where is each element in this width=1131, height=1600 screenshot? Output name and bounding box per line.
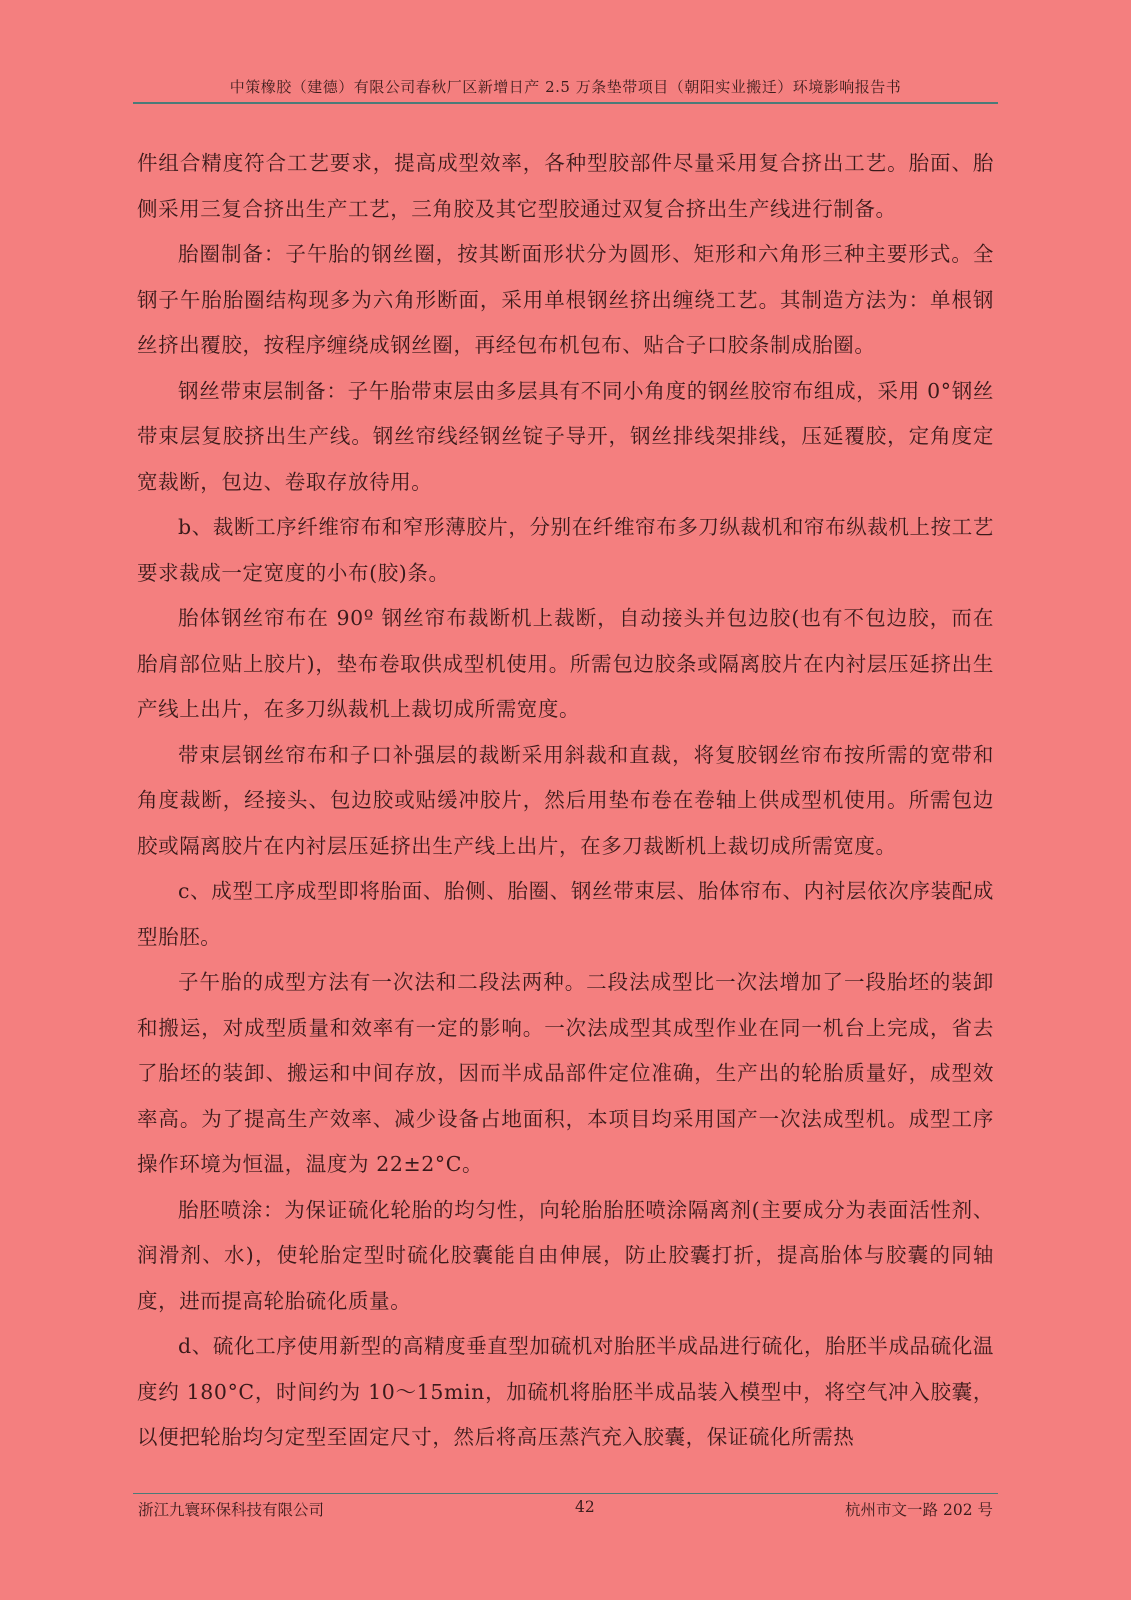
paragraph-8: 子午胎的成型方法有一次法和二段法两种。二段法成型比一次法增加了一段胎坯的装卸和搬运，对成型质量和效率有一定的影响。一次法成型其成型作业在同一机台上完成，省去了胎坯的装卸、搬运和中间存放，因而半成品部件定位准确，生产出的轮胎质量好，成型效率高。为了提高生产效率、减少设备占地面积，本项目均采用国产一次法成型机。成型工序操作环境为恒温，温度为 22±2°C。 (137, 970, 994, 1176)
header-divider (133, 102, 998, 104)
footer-divider (133, 1493, 998, 1494)
paragraph-5: 胎体钢丝帘布在 90º 钢丝帘布裁断机上裁断，自动接头并包边胶(也有不包边胶，而在胎肩部位贴上胶片)，垫布卷取供成型机使用。所需包边胶条或隔离胶片在内衬层压延挤出生产线上出片，在多刀纵裁机上裁切成所需宽度。 (137, 606, 994, 721)
paragraph-9: 胎胚喷涂：为保证硫化轮胎的均匀性，向轮胎胎胚喷涂隔离剂(主要成分为表面活性剂、润滑剂、水)，使轮胎定型时硫化胶囊能自由伸展，防止胶囊打折，提高胎体与胶囊的同轴度，进而提高轮胎硫化质量。 (137, 1197, 994, 1313)
paragraph-7: c、成型工序成型即将胎面、胎侧、胎圈、钢丝带束层、胎体帘布、内衬层依次序装配成型胎胚。 (137, 879, 994, 949)
paragraph-10: d、硫化工序使用新型的高精度垂直型加硫机对胎胚半成品进行硫化，胎胚半成品硫化温度约 180°C，时间约为 10～15min，加硫机将胎胚半成品装入模型中，将空气冲入胶囊，以便把轮胎均匀定型至固定尺寸，然后将高压蒸汽充入胶囊，保证硫化所需热 (137, 1334, 994, 1449)
paragraph-2: 胎圈制备：子午胎的钢丝圈，按其断面形状分为圆形、矩形和六角形三种主要形式。全钢子午胎胎圈结构现多为六角形断面，采用单根钢丝挤出缠绕工艺。其制造方法为：单根钢丝挤出覆胶，按程序缠绕成钢丝圈，再经包布机包布、贴合子口胶条制成胎圈。 (137, 242, 994, 357)
paragraph-4: b、裁断工序纤维帘布和窄形薄胶片，分别在纤维帘布多刀纵裁机和帘布纵裁机上按工艺要求裁成一定宽度的小布(胶)条。 (137, 515, 994, 585)
document-body (137, 141, 994, 1461)
paragraph-6: 带束层钢丝帘布和子口补强层的裁断采用斜裁和直裁，将复胶钢丝帘布按所需的宽带和角度裁断，经接头、包边胶或贴缓冲胶片，然后用垫布卷在卷轴上供成型机使用。所需包边胶或隔离胶片在内衬层压延挤出生产线上出片，在多刀裁断机上裁切成所需宽度。 (137, 742, 994, 858)
page-header-title: 中策橡胶（建德）有限公司春秋厂区新增日产 2.5 万条垫带项目（朝阳实业搬迁）环境影响报告书 (229, 78, 902, 96)
footer-address: 杭州市文一路 202 号 (845, 1501, 993, 1519)
footer-company: 浙江九寰环保科技有限公司 (138, 1501, 325, 1519)
paragraph-1: 件组合精度符合工艺要求，提高成型效率，各种型胶部件尽量采用复合挤出工艺。胎面、胎侧采用三复合挤出生产工艺，三角胶及其它型胶通过双复合挤出生产线进行制备。 (137, 151, 994, 221)
page-number: 42 (575, 1498, 595, 1516)
paragraph-3: 钢丝带束层制备：子午胎带束层由多层具有不同小角度的钢丝胶帘布组成，采用 0°钢丝带束层复胶挤出生产线。钢丝帘线经钢丝锭子导开，钢丝排线架排线，压延覆胶，定角度定宽裁断，包边、卷取存放待用。 (137, 378, 994, 494)
